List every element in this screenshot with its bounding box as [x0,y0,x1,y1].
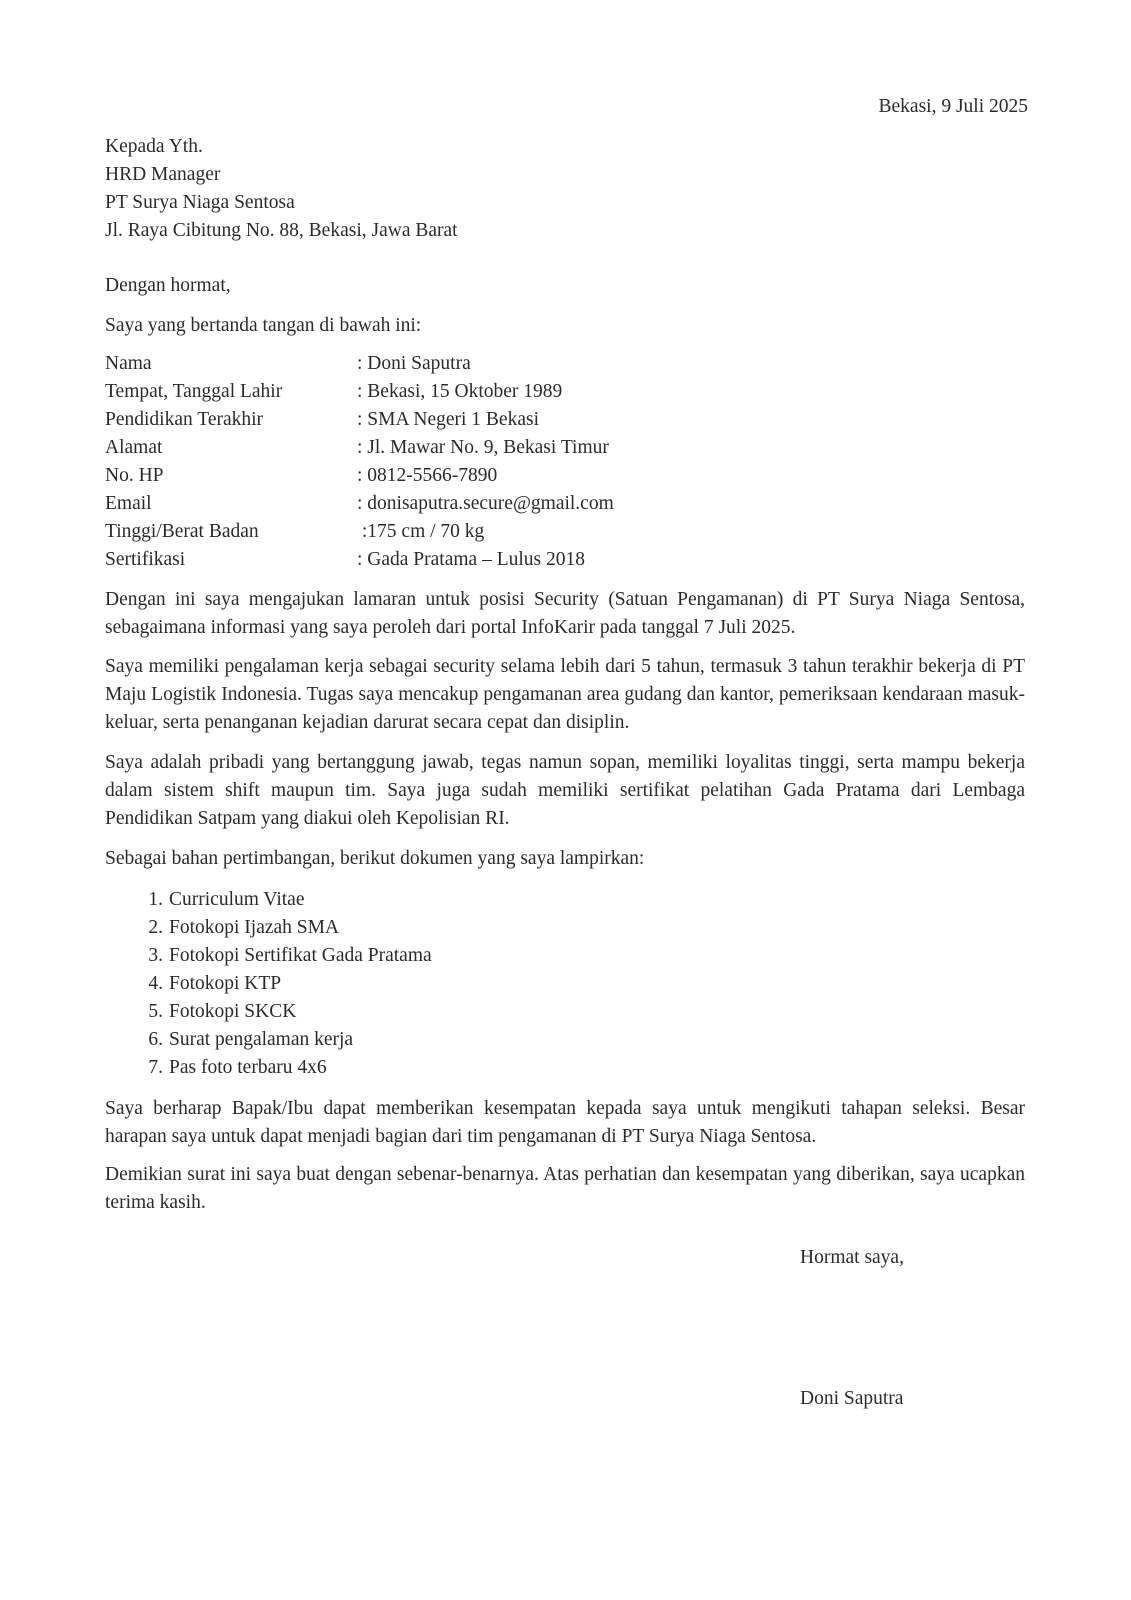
intro-text: Saya yang bertanda tangan di bawah ini: [105,315,422,336]
list-text: Fotokopi SKCK [169,1001,297,1022]
detail-row [105,350,614,378]
list-text: Curriculum Vitae [169,889,305,910]
attachments-list [105,886,432,1082]
detail-value: : donisaputra.secure@gmail.com [357,493,614,514]
detail-row [105,406,614,434]
hope-paragraph: Saya berharap Bapak/Ibu dapat memberikan kesempatan kepada saya untuk mengikuti tahapan seleksi. Besar harapan saya untuk dapat menjadi bagian dari tim pengamanan di PT Surya Niaga Sentosa. [105,1098,1025,1147]
detail-row [105,518,614,546]
list-number: 3. [148,945,163,966]
list-text: Pas foto terbaru 4x6 [169,1057,327,1078]
recipient-salutation: Kepada Yth. [105,136,203,157]
attachments-intro: Sebagai bahan pertimbangan, berikut dokumen yang saya lampirkan: [105,848,645,869]
recipient-address: Jl. Raya Cibitung No. 88, Bekasi, Jawa Barat [105,220,458,241]
list-number: 6. [148,1029,163,1050]
list-text: Surat pengalaman kerja [169,1029,354,1050]
detail-label: Tempat, Tanggal Lahir [105,381,283,402]
detail-row [105,434,614,462]
detail-label: Nama [105,353,152,374]
recipient-company: PT Surya Niaga Sentosa [105,192,295,213]
list-text: Fotokopi Sertifikat Gada Pratama [169,945,432,966]
letter-date: Bekasi, 9 Juli 2025 [878,96,1028,117]
list-number: 2. [148,917,163,938]
recipient-block [105,133,458,245]
detail-label: Email [105,493,152,514]
detail-row [105,462,614,490]
closing-salutation: Hormat saya, [800,1247,904,1268]
experience-paragraph: Saya memiliki pengalaman kerja sebagai security selama lebih dari 5 tahun, termasuk 3 tahun terakhir bekerja di PT Maju Logistik Indonesia. Tugas saya mencakup pengamanan area gudang dan kantor, pemeriksaan kendaraan masuk-keluar, serta penanganan kejadian darurat secara cepat dan disiplin. [105,656,1025,733]
detail-value: : 0812-5566-7890 [357,465,498,486]
detail-row [105,490,614,518]
list-item [105,1054,432,1082]
detail-label: Pendidikan Terakhir [105,409,264,430]
recipient-title: HRD Manager [105,164,221,185]
list-number: 5. [148,1001,163,1022]
applicant-details-table [105,350,614,574]
detail-value: :175 cm / 70 kg [357,521,485,542]
list-item [105,1026,432,1054]
list-text: Fotokopi Ijazah SMA [169,917,340,938]
list-item [105,942,432,970]
signer-name: Doni Saputra [800,1388,904,1409]
personality-paragraph: Saya adalah pribadi yang bertanggung jawab, tegas namun sopan, memiliki loyalitas tinggi, serta mampu bekerja dalam sistem shift maupun tim. Saya juga sudah memiliki sertifikat pelatihan Gada Pratama dari Lembaga Pendidikan Satpam yang diakui oleh Kepolisian RI. [105,752,1025,829]
detail-label: Sertifikasi [105,549,186,570]
closing-paragraph: Demikian surat ini saya buat dengan sebenar-benarnya. Atas perhatian dan kesempatan yang diberikan, saya ucapkan terima kasih. [105,1164,1025,1213]
list-item [105,970,432,998]
detail-label: Tinggi/Berat Badan [105,521,259,542]
detail-value: : SMA Negeri 1 Bekasi [357,409,539,430]
list-number: 1. [148,889,163,910]
detail-value: : Doni Saputra [357,353,471,374]
detail-value: : Bekasi, 15 Oktober 1989 [357,381,563,402]
detail-value: : Jl. Mawar No. 9, Bekasi Timur [357,437,609,458]
detail-label: Alamat [105,437,163,458]
list-item [105,998,432,1026]
list-item [105,914,432,942]
detail-row [105,546,614,574]
application-paragraph: Dengan ini saya mengajukan lamaran untuk posisi Security (Satuan Pengamanan) di PT Surya Niaga Sentosa, sebagaimana informasi yang saya peroleh dari portal InfoKarir pada tanggal 7 Juli 2025. [105,589,1025,638]
list-number: 7. [148,1057,163,1078]
list-item [105,886,432,914]
list-number: 4. [148,973,163,994]
detail-value: : Gada Pratama – Lulus 2018 [357,549,585,570]
detail-row [105,378,614,406]
greeting: Dengan hormat, [105,275,231,296]
detail-label: No. HP [105,465,164,486]
list-text: Fotokopi KTP [169,973,282,994]
